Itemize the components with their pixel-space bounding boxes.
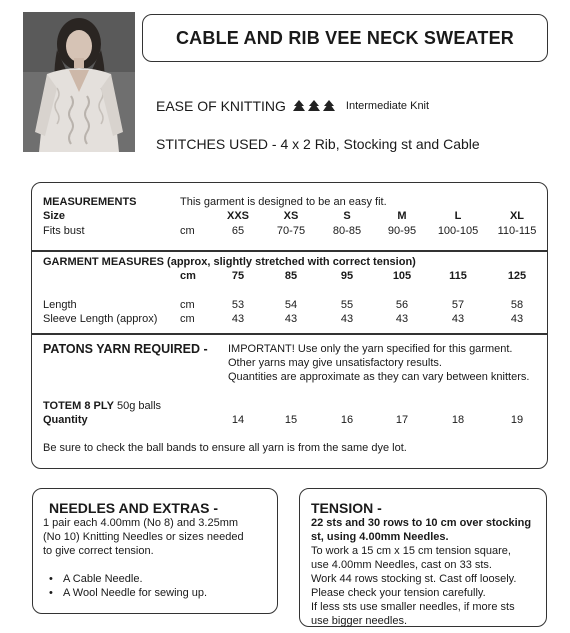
- length-value: 57: [451, 299, 465, 311]
- fits-bust-value: 110-115: [497, 225, 537, 237]
- needles-heading: NEEDLES AND EXTRAS -: [49, 500, 219, 516]
- yarn-note: Other yarns may give unsatisfactory results.: [228, 357, 442, 369]
- tension-line: If less sts use smaller needles, if more sts: [311, 601, 515, 613]
- needles-line: 1 pair each 4.00mm (No 8) and 3.25mm: [43, 517, 239, 529]
- pattern-title: CABLE AND RIB VEE NECK SWEATER: [175, 27, 514, 48]
- fits-bust-unit: cm: [180, 225, 195, 237]
- size-xs: XS: [283, 210, 299, 222]
- dye-lot-note: Be sure to check the ball bands to ensure all yarn is from the same dye lot.: [43, 442, 407, 454]
- sleeve-value: 43: [231, 313, 245, 325]
- quantity-label: Quantity: [43, 414, 88, 426]
- tension-line: Please check your tension carefully.: [311, 587, 486, 599]
- size-m: M: [397, 210, 407, 222]
- yarn-type: [43, 400, 161, 412]
- length-value: 54: [284, 299, 298, 311]
- tension-line: Work 44 rows stocking st. Cast off loosely.: [311, 573, 517, 585]
- ease-label: EASE OF KNITTING: [156, 98, 286, 114]
- size-l: L: [454, 210, 462, 222]
- yarn-note: Quantities are approximate as they can vary between knitters.: [228, 371, 530, 383]
- fits-bust-value: 70-75: [276, 225, 306, 237]
- length-unit: cm: [180, 299, 195, 311]
- divider-yarn: [31, 333, 548, 335]
- needles-line: (No 10) Knitting Needles or sizes needed: [43, 531, 244, 543]
- garment-measure-value: 125: [507, 270, 527, 282]
- quantity-value: 16: [340, 414, 354, 426]
- model-photo-illustration: [23, 12, 135, 152]
- needles-bullet: • A Wool Needle for sewing up.: [63, 587, 207, 599]
- divider-measurements: [31, 250, 548, 252]
- quantity-value: 14: [231, 414, 245, 426]
- fits-bust-value: 80-85: [332, 225, 362, 237]
- size-label: Size: [43, 210, 66, 222]
- quantity-value: 17: [395, 414, 409, 426]
- sleeve-unit: cm: [180, 313, 195, 325]
- tension-bold-line: 22 sts and 30 rows to 10 cm over stocking: [311, 517, 532, 529]
- garment-measures-heading: GARMENT MEASURES (approx, slightly stretched with correct tension): [43, 256, 416, 268]
- sleeve-value: 43: [451, 313, 465, 325]
- length-value: 58: [510, 299, 524, 311]
- model-photo: [23, 12, 135, 152]
- size-s: S: [343, 210, 351, 222]
- garment-measure-value: 105: [392, 270, 412, 282]
- quantity-value: 15: [284, 414, 298, 426]
- ease-level: Intermediate Knit: [345, 100, 430, 112]
- quantity-value: 19: [510, 414, 524, 426]
- sleeve-value: 43: [284, 313, 298, 325]
- garment-measure-value: 115: [449, 270, 467, 282]
- yarn-desc: 50g balls: [116, 400, 162, 412]
- fits-bust-value: 90-95: [387, 225, 417, 237]
- difficulty-tree-icons: [292, 99, 336, 113]
- pattern-title-box: [142, 14, 548, 62]
- garment-measures-unit: cm: [180, 270, 196, 282]
- tension-line: use bigger needles.: [311, 615, 408, 627]
- yarn-heading: PATONS YARN REQUIRED -: [43, 342, 208, 356]
- sleeve-value: 43: [510, 313, 524, 325]
- measurements-intro: This garment is designed to be an easy fit.: [180, 196, 387, 208]
- tension-heading: TENSION -: [311, 500, 382, 516]
- tension-line: use 4.00mm Needles, cast on 33 sts.: [311, 559, 492, 571]
- size-xxs: XXS: [226, 210, 249, 222]
- length-value: 53: [231, 299, 245, 311]
- fits-bust-value: 100-105: [437, 225, 479, 237]
- ease-of-knitting: [156, 98, 429, 114]
- yarn-note: IMPORTANT! Use only the yarn specified for this garment.: [228, 343, 513, 355]
- size-xl: XL: [509, 210, 525, 222]
- quantity-value: 18: [451, 414, 465, 426]
- length-value: 56: [395, 299, 409, 311]
- tension-bold-line: st, using 4.00mm Needles.: [311, 531, 449, 543]
- needles-line: to give correct tension.: [43, 545, 154, 557]
- tension-line: To work a 15 cm x 15 cm tension square,: [311, 545, 511, 557]
- length-label: Length: [43, 299, 77, 311]
- sleeve-value: 43: [340, 313, 354, 325]
- garment-measure-value: 85: [284, 270, 298, 282]
- measurements-heading: MEASUREMENTS: [43, 196, 137, 208]
- fits-bust-label: Fits bust: [43, 225, 85, 237]
- sleeve-label: Sleeve Length (approx): [43, 313, 158, 325]
- sleeve-value: 43: [395, 313, 409, 325]
- length-value: 55: [340, 299, 354, 311]
- yarn-name: TOTEM 8 PLY: [43, 400, 114, 412]
- garment-measure-value: 75: [231, 270, 245, 282]
- fits-bust-value: 65: [231, 225, 245, 237]
- garment-measure-value: 95: [340, 270, 354, 282]
- needles-bullet: • A Cable Needle.: [63, 573, 143, 585]
- stitches-used: STITCHES USED - 4 x 2 Rib, Stocking st and Cable: [156, 136, 480, 152]
